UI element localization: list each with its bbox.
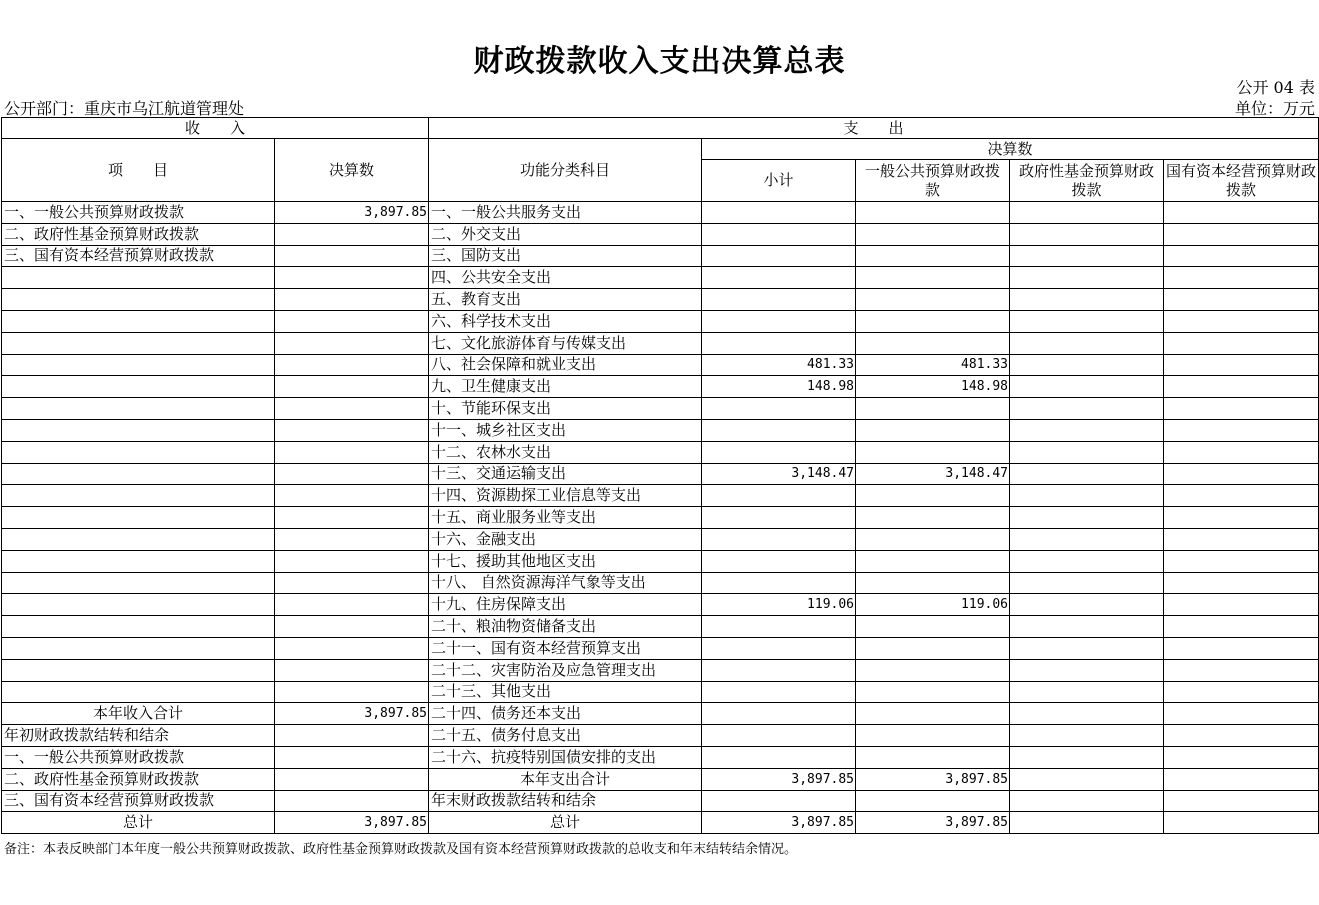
- table-row: [2, 245, 1319, 267]
- gov-fund-cell: [1010, 703, 1164, 725]
- table-row: [2, 376, 1319, 398]
- income-item-cell: [2, 572, 275, 594]
- income-item-cell: [2, 354, 275, 376]
- final-group-header: 决算数: [702, 139, 1319, 160]
- state-capital-cell: [1164, 725, 1319, 747]
- general-budget-cell: [856, 441, 1010, 463]
- subtotal-cell: [702, 703, 856, 725]
- expense-item-cell: 二十三、其他支出: [429, 681, 702, 703]
- subtotal-cell: [702, 310, 856, 332]
- income-amount-cell: [275, 332, 429, 354]
- general-budget-cell: [856, 703, 1010, 725]
- gov-fund-cell: [1010, 419, 1164, 441]
- income-item-cell: [2, 289, 275, 311]
- general-budget-cell: [856, 398, 1010, 420]
- gov-fund-cell: [1010, 310, 1164, 332]
- state-capital-cell: [1164, 746, 1319, 768]
- state-capital-cell: [1164, 441, 1319, 463]
- table-row: [2, 572, 1319, 594]
- gov-fund-cell: [1010, 790, 1164, 812]
- income-amount-cell: 3,897.85: [275, 812, 429, 834]
- state-capital-cell: [1164, 637, 1319, 659]
- income-item-cell: 二、政府性基金预算财政拨款: [2, 768, 275, 790]
- income-item-cell: 一、一般公共预算财政拨款: [2, 746, 275, 768]
- income-item-cell: [2, 594, 275, 616]
- state-capital-cell: [1164, 768, 1319, 790]
- income-amount-cell: [275, 550, 429, 572]
- subtotal-cell: 148.98: [702, 376, 856, 398]
- header-row-2: [2, 139, 1319, 160]
- state-capital-cell: [1164, 812, 1319, 834]
- table-row: [2, 790, 1319, 812]
- table-row: [2, 594, 1319, 616]
- income-amount-cell: [275, 267, 429, 289]
- general-budget-cell: 119.06: [856, 594, 1010, 616]
- general-budget-cell: [856, 790, 1010, 812]
- subtotal-cell: [702, 398, 856, 420]
- expense-item-cell: 四、公共安全支出: [429, 267, 702, 289]
- state-capital-cell: [1164, 790, 1319, 812]
- state-capital-cell: [1164, 202, 1319, 224]
- gov-fund-cell: [1010, 332, 1164, 354]
- subtotal-cell: [702, 725, 856, 747]
- income-item-cell: [2, 550, 275, 572]
- income-item-cell: [2, 310, 275, 332]
- income-amount-cell: [275, 659, 429, 681]
- expense-item-cell: 二十五、债务付息支出: [429, 725, 702, 747]
- gov-fund-cell: [1010, 812, 1164, 834]
- general-budget-cell: [856, 572, 1010, 594]
- state-capital-cell: [1164, 485, 1319, 507]
- table-row: [2, 202, 1319, 224]
- income-amount-cell: [275, 289, 429, 311]
- general-budget-cell: [856, 267, 1010, 289]
- final-amount-header: 决算数: [275, 139, 429, 202]
- table-row: [2, 703, 1319, 725]
- general-budget-cell: [856, 528, 1010, 550]
- general-budget-cell: [856, 637, 1010, 659]
- income-amount-cell: 3,897.85: [275, 703, 429, 725]
- general-budget-cell: [856, 332, 1010, 354]
- expense-item-cell: 十八、 自然资源海洋气象等支出: [429, 572, 702, 594]
- general-budget-cell: [856, 485, 1010, 507]
- subtotal-cell: [702, 746, 856, 768]
- income-amount-cell: [275, 594, 429, 616]
- income-item-cell: [2, 419, 275, 441]
- expense-header: 支 出: [429, 118, 1319, 139]
- income-amount-cell: [275, 528, 429, 550]
- gov-fund-cell: [1010, 202, 1164, 224]
- expense-item-cell: 十二、农林水支出: [429, 441, 702, 463]
- subtotal-cell: [702, 485, 856, 507]
- expense-item-cell: 七、文化旅游体育与传媒支出: [429, 332, 702, 354]
- table-row: [2, 507, 1319, 529]
- subtotal-cell: [702, 572, 856, 594]
- income-item-cell: [2, 659, 275, 681]
- income-item-cell: [2, 507, 275, 529]
- table-row: [2, 332, 1319, 354]
- general-budget-cell: [856, 616, 1010, 638]
- gov-fund-cell: [1010, 572, 1164, 594]
- general-budget-cell: 3,148.47: [856, 463, 1010, 485]
- general-budget-cell: 3,897.85: [856, 812, 1010, 834]
- table-row: [2, 310, 1319, 332]
- income-amount-cell: [275, 637, 429, 659]
- income-item-cell: [2, 267, 275, 289]
- table-body: [2, 202, 1319, 834]
- state-capital-cell: [1164, 419, 1319, 441]
- income-amount-cell: [275, 245, 429, 267]
- general-budget-cell: [856, 245, 1010, 267]
- income-item-cell: [2, 637, 275, 659]
- income-amount-cell: [275, 485, 429, 507]
- gov-fund-cell: [1010, 463, 1164, 485]
- subtotal-cell: [702, 637, 856, 659]
- subtotal-cell: [702, 681, 856, 703]
- general-budget-cell: [856, 419, 1010, 441]
- table-row: [2, 289, 1319, 311]
- subtotal-cell: [702, 616, 856, 638]
- state-capital-cell: [1164, 223, 1319, 245]
- gov-fund-cell: [1010, 725, 1164, 747]
- table-row: [2, 223, 1319, 245]
- income-header: 收 入: [2, 118, 429, 139]
- general-budget-cell: [856, 550, 1010, 572]
- gov-fund-cell: [1010, 485, 1164, 507]
- subtotal-cell: [702, 507, 856, 529]
- state-capital-cell: [1164, 267, 1319, 289]
- gov-fund-cell: [1010, 550, 1164, 572]
- gov-fund-cell: [1010, 507, 1164, 529]
- subtotal-cell: [702, 659, 856, 681]
- general-budget-cell: [856, 310, 1010, 332]
- gov-fund-cell: [1010, 267, 1164, 289]
- expense-item-cell: 十一、城乡社区支出: [429, 419, 702, 441]
- expense-item-cell: 总计: [429, 812, 702, 834]
- general-budget-cell: [856, 202, 1010, 224]
- table-row: [2, 419, 1319, 441]
- table-row: [2, 725, 1319, 747]
- income-amount-cell: [275, 725, 429, 747]
- table-row: [2, 485, 1319, 507]
- state-capital-header: 国有资本经营预算财政拨款: [1164, 160, 1319, 202]
- gov-fund-cell: [1010, 528, 1164, 550]
- general-budget-cell: [856, 746, 1010, 768]
- state-capital-cell: [1164, 245, 1319, 267]
- subtotal-header: 小计: [702, 160, 856, 202]
- state-capital-cell: [1164, 703, 1319, 725]
- table-row: [2, 659, 1319, 681]
- gov-fund-cell: [1010, 681, 1164, 703]
- expense-item-cell: 十六、金融支出: [429, 528, 702, 550]
- table-row: [2, 398, 1319, 420]
- table-row: [2, 681, 1319, 703]
- income-item-cell: 一、一般公共预算财政拨款: [2, 202, 275, 224]
- subtotal-cell: [702, 289, 856, 311]
- table-row: [2, 812, 1319, 834]
- income-item-cell: [2, 332, 275, 354]
- table-row: [2, 267, 1319, 289]
- income-amount-cell: [275, 507, 429, 529]
- general-budget-cell: [856, 223, 1010, 245]
- state-capital-cell: [1164, 376, 1319, 398]
- gov-fund-cell: [1010, 616, 1164, 638]
- expense-item-cell: 二十四、债务还本支出: [429, 703, 702, 725]
- income-amount-cell: [275, 463, 429, 485]
- gov-fund-cell: [1010, 768, 1164, 790]
- expense-item-cell: 二十六、抗疫特别国债安排的支出: [429, 746, 702, 768]
- general-budget-header: 一般公共预算财政拨款: [856, 160, 1010, 202]
- state-capital-cell: [1164, 507, 1319, 529]
- gov-fund-cell: [1010, 659, 1164, 681]
- gov-fund-cell: [1010, 637, 1164, 659]
- subtotal-cell: [702, 245, 856, 267]
- general-budget-cell: [856, 725, 1010, 747]
- expense-item-cell: 一、一般公共服务支出: [429, 202, 702, 224]
- gov-fund-cell: [1010, 223, 1164, 245]
- income-item-cell: 年初财政拨款结转和结余: [2, 725, 275, 747]
- income-amount-cell: [275, 310, 429, 332]
- subtotal-cell: [702, 223, 856, 245]
- table-row: [2, 746, 1319, 768]
- general-budget-cell: [856, 681, 1010, 703]
- subtotal-cell: [702, 267, 856, 289]
- subtotal-cell: 3,897.85: [702, 768, 856, 790]
- expense-item-cell: 二十、粮油物资储备支出: [429, 616, 702, 638]
- income-amount-cell: [275, 398, 429, 420]
- expense-item-cell: 二、外交支出: [429, 223, 702, 245]
- general-budget-cell: 481.33: [856, 354, 1010, 376]
- income-item-cell: 三、国有资本经营预算财政拨款: [2, 790, 275, 812]
- table-row: [2, 354, 1319, 376]
- income-amount-cell: [275, 790, 429, 812]
- income-amount-cell: [275, 354, 429, 376]
- state-capital-cell: [1164, 528, 1319, 550]
- table-row: [2, 616, 1319, 638]
- income-item-cell: [2, 376, 275, 398]
- expense-item-cell: 十四、资源勘探工业信息等支出: [429, 485, 702, 507]
- expense-item-cell: 本年支出合计: [429, 768, 702, 790]
- table-row: [2, 441, 1319, 463]
- income-amount-cell: [275, 746, 429, 768]
- gov-fund-cell: [1010, 289, 1164, 311]
- header-row-1: [2, 118, 1319, 139]
- subtotal-cell: [702, 202, 856, 224]
- subtotal-cell: [702, 419, 856, 441]
- income-item-cell: [2, 398, 275, 420]
- state-capital-cell: [1164, 354, 1319, 376]
- subtotal-cell: [702, 790, 856, 812]
- expense-item-cell: 八、社会保障和就业支出: [429, 354, 702, 376]
- table-row: [2, 768, 1319, 790]
- gov-fund-cell: [1010, 594, 1164, 616]
- footnote: 备注：本表反映部门本年度一般公共预算财政拨款、政府性基金预算财政拨款及国有资本经营预算财政拨款的总收支和年末结转结余情况。: [4, 842, 798, 857]
- gov-fund-cell: [1010, 245, 1164, 267]
- expense-item-cell: 三、国防支出: [429, 245, 702, 267]
- func-class-header: 功能分类科目: [429, 139, 702, 202]
- subtotal-cell: 3,148.47: [702, 463, 856, 485]
- state-capital-cell: [1164, 310, 1319, 332]
- income-amount-cell: [275, 572, 429, 594]
- item-header: 项 目: [2, 139, 275, 202]
- expense-item-cell: 二十一、国有资本经营预算支出: [429, 637, 702, 659]
- expense-item-cell: 年末财政拨款结转和结余: [429, 790, 702, 812]
- expense-item-cell: 十九、住房保障支出: [429, 594, 702, 616]
- expense-item-cell: 十三、交通运输支出: [429, 463, 702, 485]
- income-item-cell: 本年收入合计: [2, 703, 275, 725]
- state-capital-cell: [1164, 289, 1319, 311]
- expense-item-cell: 六、科学技术支出: [429, 310, 702, 332]
- subtotal-cell: [702, 441, 856, 463]
- table-row: [2, 550, 1319, 572]
- income-item-cell: [2, 441, 275, 463]
- form-number: 公开 04 表: [1236, 78, 1315, 97]
- general-budget-cell: [856, 659, 1010, 681]
- expense-item-cell: 九、卫生健康支出: [429, 376, 702, 398]
- subtotal-cell: [702, 332, 856, 354]
- unit-label: 单位：万元: [1234, 99, 1315, 118]
- income-item-cell: 二、政府性基金预算财政拨款: [2, 223, 275, 245]
- income-amount-cell: [275, 681, 429, 703]
- expense-item-cell: 十五、商业服务业等支出: [429, 507, 702, 529]
- general-budget-cell: 148.98: [856, 376, 1010, 398]
- state-capital-cell: [1164, 572, 1319, 594]
- income-item-cell: 总计: [2, 812, 275, 834]
- gov-fund-header: 政府性基金预算财政拨款: [1010, 160, 1164, 202]
- table-row: [2, 637, 1319, 659]
- state-capital-cell: [1164, 463, 1319, 485]
- income-amount-cell: 3,897.85: [275, 202, 429, 224]
- table-row: [2, 528, 1319, 550]
- general-budget-cell: [856, 507, 1010, 529]
- subtotal-cell: 3,897.85: [702, 812, 856, 834]
- state-capital-cell: [1164, 332, 1319, 354]
- expense-item-cell: 二十二、灾害防治及应急管理支出: [429, 659, 702, 681]
- expense-item-cell: 十、节能环保支出: [429, 398, 702, 420]
- state-capital-cell: [1164, 398, 1319, 420]
- subtotal-cell: 119.06: [702, 594, 856, 616]
- income-item-cell: [2, 681, 275, 703]
- income-amount-cell: [275, 419, 429, 441]
- state-capital-cell: [1164, 594, 1319, 616]
- gov-fund-cell: [1010, 441, 1164, 463]
- general-budget-cell: [856, 289, 1010, 311]
- subtotal-cell: [702, 550, 856, 572]
- gov-fund-cell: [1010, 746, 1164, 768]
- income-item-cell: 三、国有资本经营预算财政拨款: [2, 245, 275, 267]
- state-capital-cell: [1164, 659, 1319, 681]
- state-capital-cell: [1164, 616, 1319, 638]
- income-amount-cell: [275, 223, 429, 245]
- budget-table: [1, 117, 1319, 834]
- income-amount-cell: [275, 376, 429, 398]
- income-amount-cell: [275, 768, 429, 790]
- income-amount-cell: [275, 441, 429, 463]
- general-budget-cell: 3,897.85: [856, 768, 1010, 790]
- expense-item-cell: 五、教育支出: [429, 289, 702, 311]
- gov-fund-cell: [1010, 398, 1164, 420]
- income-item-cell: [2, 528, 275, 550]
- subtotal-cell: [702, 528, 856, 550]
- table-row: [2, 463, 1319, 485]
- expense-item-cell: 十七、援助其他地区支出: [429, 550, 702, 572]
- gov-fund-cell: [1010, 354, 1164, 376]
- gov-fund-cell: [1010, 376, 1164, 398]
- state-capital-cell: [1164, 681, 1319, 703]
- report-title: 财政拨款收入支出决算总表: [473, 44, 846, 79]
- department-label: 公开部门：重庆市乌江航道管理处: [4, 99, 245, 118]
- state-capital-cell: [1164, 550, 1319, 572]
- income-item-cell: [2, 616, 275, 638]
- income-amount-cell: [275, 616, 429, 638]
- income-item-cell: [2, 463, 275, 485]
- subtotal-cell: 481.33: [702, 354, 856, 376]
- income-item-cell: [2, 485, 275, 507]
